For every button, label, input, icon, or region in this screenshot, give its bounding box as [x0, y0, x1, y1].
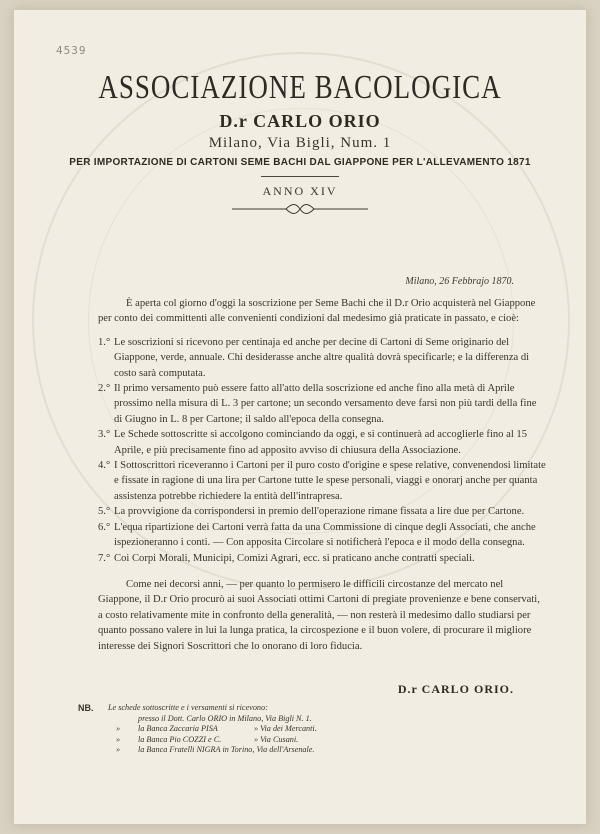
footnote-line	[78, 724, 538, 735]
clause-text: Le soscrizioni si ricevono per centinaja ed anche per decine di Cartoni di Seme originario del Giappone, verde, annuale. Chi desiderasse anche altre qualità dovrà specificarle; e la differenza di costo sarà computata.	[114, 336, 530, 379]
clause-number: 4.°	[98, 460, 111, 472]
ditto-mark	[108, 714, 138, 725]
header-divider	[261, 176, 339, 177]
clause-number: 2.°	[98, 383, 111, 395]
clause-text: Il primo versamento può essere fatto all'atto della soscrizione ed anche fino alla metà di Aprile prossimo nella misura di L. 3 per cartone; un secondo versamento deve farsi non più tardi della fine di Giugno in L. 8 per Cartone; il saldo all'epoca della consegna.	[114, 383, 537, 425]
footnote-main: la Banca Zaccaria PISA	[138, 724, 218, 734]
signature-name: D.r CARLO ORIO.	[397, 682, 514, 696]
ditto-mark: »	[116, 745, 121, 755]
clause-number: 3.°	[98, 429, 111, 441]
clause-text: La provvigione da corrispondersi in premio dell'operazione rimane fissata a lire due per Cartone.	[114, 506, 525, 518]
address-line: Milano, Via Bigli, Num. 1	[208, 135, 392, 151]
ditto-mark: »	[116, 734, 121, 744]
clause-number: 6.°	[98, 521, 111, 533]
document-header	[14, 68, 586, 215]
clause-number: 7.°	[98, 552, 111, 564]
clause-number: 1.°	[98, 336, 111, 348]
footnote-line	[78, 745, 538, 756]
clause-item	[98, 427, 546, 458]
footnote-main: presso il Dott. Carlo ORIO in Milano, Via Bigli N. 1.	[138, 713, 312, 723]
document-title: ASSOCIAZIONE BACOLOGICA	[98, 68, 502, 106]
ornamental-flourish	[230, 203, 370, 215]
document-page	[14, 10, 586, 824]
footnote-extra: » Via Cusani.	[254, 734, 299, 744]
footnote-block	[78, 703, 538, 756]
clause-text: Coi Corpi Morali, Municipi, Comizi Agrari, ecc. si praticano anche contratti speciali.	[114, 552, 475, 564]
document-body	[98, 296, 546, 654]
footnote-line	[78, 735, 538, 746]
footnote-heading-row	[78, 703, 538, 714]
ditto-mark: »	[116, 724, 121, 734]
footnote-main: la Banca Fratelli NIGRA in Torino, Via dell'Arsenale.	[138, 745, 315, 755]
clause-item	[98, 335, 546, 381]
footnote-extra: » Via dei Mercanti.	[254, 724, 317, 734]
clause-text: Le Schede sottoscritte si accolgono cominciando da oggi, e si continuerà ad accoglierle fino al 15 Aprile, e più precisamente fino ad apposito avviso di chiusura della Associazione.	[114, 429, 528, 456]
date-line: Milano, 26 Febbrajo 1870.	[405, 276, 514, 287]
clause-text: L'equa ripartizione dei Cartoni verrà fatta da una Commissione di cinque degli Associati, che anche ispezioneranno i conti. — Con apposita Circolare si notificherà l'epoca e il modo della consegna.	[114, 521, 536, 549]
owner-name: D.r CARLO ORIO	[219, 111, 381, 131]
purpose-line: PER IMPORTAZIONE DI CARTONI SEME BACHI DAL GIAPPONE PER L'ALLEVAMENTO 1871	[69, 157, 531, 168]
clause-item	[98, 458, 546, 504]
closing-paragraph: Come nei decorsi anni, — per quanto lo permisero le difficili circostanze del mercato nel Giappone, il D.r Orio procurò ai suoi Associati ottimi Cartoni di pregiate provenienze e bene conservati, a costo relativamente mite in confronto della generalità, — non resterà il medesimo dallo studiarsi per quanto possano valere in lui la lunga pratica, la circospezione e il buon volere, di procurare il migliore interesse dei Signori Soscrittori che lo onorano di loro fiducia.	[98, 578, 540, 652]
intro-paragraph: È aperta col giorno d'oggi la soscrizione per Seme Bachi che il D.r Orio acquisterà nel Giappone per conto dei committenti alle convenienti condizioni dal medesimo già praticate in passato, e cioè:	[98, 298, 536, 325]
clause-text: I Sottoscrittori riceveranno i Cartoni per il puro costo d'origine e spese relative, convenendosi limitate e fissate in ragione di una lira per Cartone tutte le spese personali, viaggi e onorarj anche per quanta assistenza potrebbe richiedere la entità dell'intrapresa.	[114, 460, 546, 502]
nb-label: NB.	[78, 703, 94, 713]
clauses-list	[98, 335, 546, 566]
clause-item	[98, 504, 546, 519]
footnote-main: la Banca Pio COZZI e C.	[138, 734, 222, 744]
clause-number: 5.°	[98, 506, 111, 518]
clause-item	[98, 551, 546, 566]
year-label: ANNO XIV	[262, 184, 338, 198]
clause-item	[98, 381, 546, 427]
inventory-number: 4539	[56, 44, 87, 57]
footnote-line	[78, 714, 538, 725]
footnote-heading: Le schede sottoscritte e i versamenti si ricevono:	[108, 703, 268, 712]
clause-item	[98, 520, 546, 551]
